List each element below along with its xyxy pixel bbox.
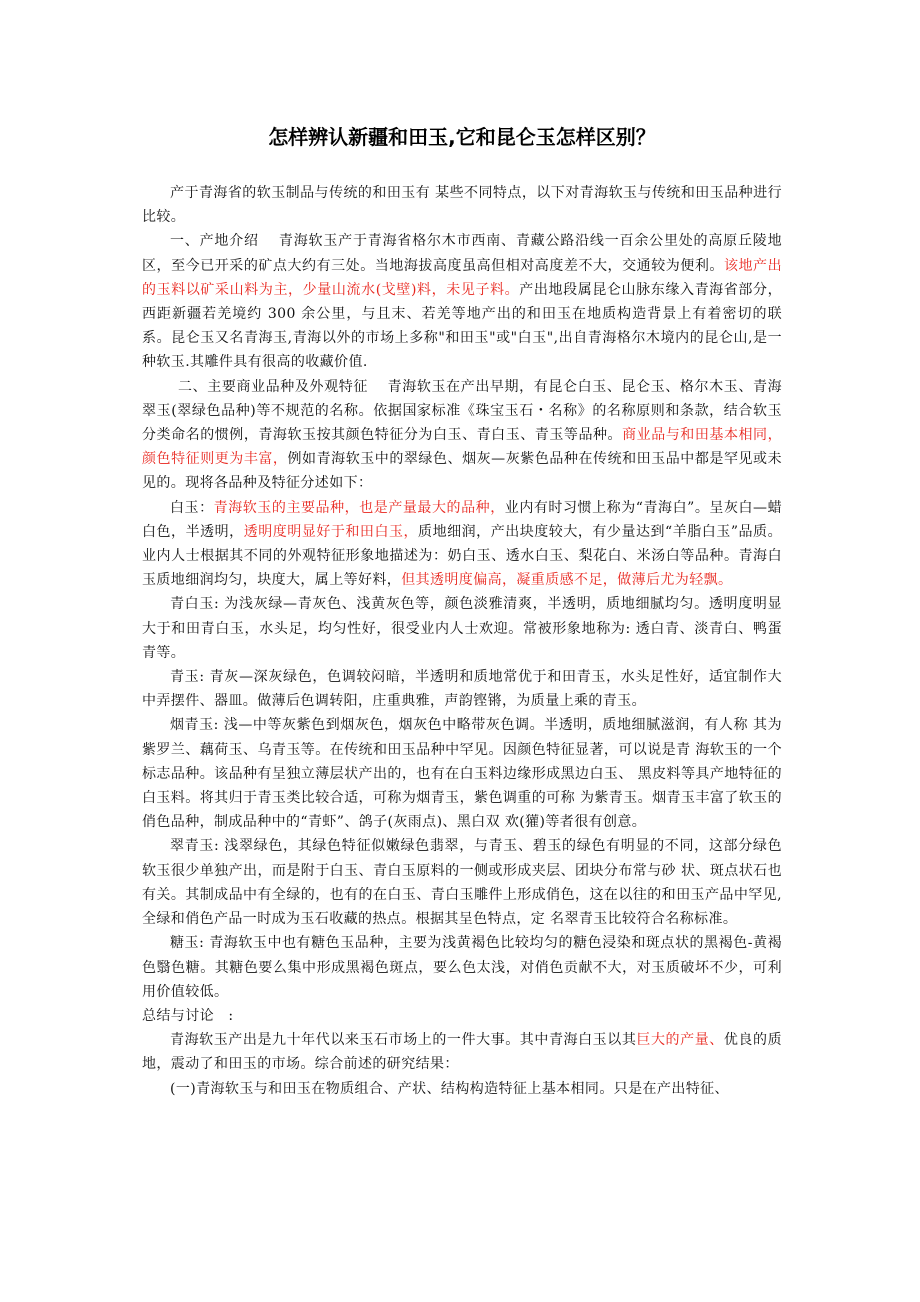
text-run: 业内有时习惯上称为“青海白”。呈灰白—蜡白色，半透明，	[142, 499, 783, 540]
page-title: 怎样辨认新疆和田玉,它和昆仑玉怎样区别？	[268, 125, 656, 149]
text-run: 青白玉: 为浅灰绿—青灰色、浅黄灰色等，颜色淡雅清爽，半透明，质地细腻均匀。透明度明显大于和田青白玉，水头足，均匀性好，很受业内人士欢迎。常被形象地称为: 透白青、淡青白、鸭蛋青等。	[142, 596, 782, 661]
text-run: 优良的质地，震动了和田玉的市场。综合前述的研究结果：	[142, 1032, 782, 1073]
text-run: 糖玉: 青海软玉中也有糖色玉品种，主要为浅黄褐色比较均匀的糖色浸染和斑点状的黑褐色-黄褐色翳色糖。其糖色要么集中形成黑褐色斑点，要么色太浅，对俏色贡献不大，对玉质破坏不少，可利用价值较低。	[142, 935, 782, 1000]
highlighted-text: 青海软玉的主要品种，也是产量最大的品种，	[213, 499, 505, 516]
text-run: 白玉：	[170, 499, 214, 516]
text-run: 产出地段属昆仑山脉东缘入青海省部分，西距新疆若羌境约 300 余公里，与且末、若羌等地产出的和田玉在地质构造背景上有着密切的联系。昆仑玉又名青海玉,青海以外的市场上多称"和田玉"或"白玉",出自青海格尔木境内的昆仑山,是一种软玉.其雕件具有很高的收藏价值.	[142, 281, 782, 371]
paragraph	[142, 592, 782, 665]
paragraph	[142, 1077, 782, 1101]
text-run: 例如青海软玉中的翠绿色、烟灰—灰紫色品种在传统和田玉品中都是罕见或未见的。现将各品种及特征分述如下：	[142, 451, 783, 492]
highlighted-text: 商业品与和田基本相同，颜色特征则更为丰富，	[142, 427, 782, 468]
text-run: 二、主要商业品种及外观特征 青海软玉在产出早期，有昆仑白玉、昆仑玉、格尔木玉、青海翠玉(翠绿色品种)等不规范的名称。依据国家标准《珠宝玉石・名称》的名称原则和条款，结合软玉分类命名的惯例，青海软玉按其颜色特征分为白玉、青白玉、青玉等品种。	[142, 378, 782, 444]
highlighted-text: 巨大的产量、	[636, 1032, 724, 1049]
text-run: 青海软玉产出是九十年代以来玉石市场上的一件大事。其中青海白玉以其	[170, 1032, 637, 1049]
paragraph	[142, 375, 782, 496]
paragraph	[142, 1028, 782, 1076]
text-run: (一)青海软玉与和田玉在物质组合、产状、结构构造特征上基本相同。只是在产出特征、	[170, 1080, 729, 1097]
highlighted-text: 该地产出的玉料以矿采山料为主，少量山流水(戈壁)料，未见子料。	[142, 257, 782, 298]
highlighted-text: 但其透明度偏高，凝重质感不足，做薄后尤为轻飘。	[401, 572, 733, 589]
text-run: 一、产地介绍 青海软玉产于青海省格尔木市西南、青藏公路沿线一百余公里处的高原丘陵地区，至今已开采的矿点大约有三处。当地海拔高度虽高但相对高度差不大，交通较为便利。	[142, 233, 782, 274]
text-run: 烟青玉: 浅—中等灰紫色到烟灰色，烟灰色中略带灰色调。半透明，质地细腻滋润，有人称 其为紫罗兰、藕荷玉、乌青玉等。在传统和田玉品种中罕见。因颜色特征显著，可以说是青 海软玉的一个标志品种。该品种有呈独立薄层状产出的，也有在白玉料边缘形成黑边白玉、 黑皮料等具产地特征的白玉料。将其归于青玉类比较合适，可称为烟青玉，紫色调重的可称 为紫青玉。烟青玉丰富了软玉的俏色品种，制成品种中的“青虾”、鸽子(灰雨点)、黑白双 欢(獾)等者很有创意。	[142, 717, 782, 831]
paragraph	[142, 496, 782, 593]
paragraph	[142, 834, 782, 931]
text-run: 总结与讨论 :	[142, 1007, 234, 1024]
paragraph	[142, 181, 782, 229]
paragraph	[142, 713, 782, 834]
document-body	[142, 181, 782, 1101]
text-run: 质地细润，产出块度较大，有少量达到“羊脂白玉”品质。业内人士根据其不同的外观特征形象地描述为：奶白玉、透水白玉、梨花白、米汤白等品种。青海白玉质地细润均匀，块度大，属上等好料，	[142, 523, 782, 589]
paragraph	[142, 665, 782, 713]
text-run: 翠青玉: 浅翠绿色，其绿色特征似嫩绿色翡翠，与青玉、碧玉的绿色有明显的不同，这部分绿色软玉很少单独产出，而是附于白玉、青白玉原料的一侧或形成夹层、团块分布常与砂 状、斑点状石也有关。其制成品中有全绿的，也有的在白玉、青白玉雕件上形成俏色，这在以往的和田玉产品中罕见,全绿和俏色产品一时成为玉石收藏的热点。根据其呈色特点，定 名翠青玉比较符合名称标准。	[142, 838, 782, 928]
paragraph	[142, 229, 782, 374]
text-run: 青玉: 青灰—深灰绿色，色调较闷暗，半透明和质地常优于和田青玉，水头足性好，适宜制作大中弄摆件、器皿。做薄后色调转阳，庄重典雅，声韵铿锵，为质量上乘的青玉。	[142, 669, 782, 710]
text-run: 产于青海省的软玉制品与传统的和田玉有 某些不同特点，以下对青海软玉与传统和田玉品种进行比较。	[142, 185, 782, 226]
highlighted-text: 透明度明显好于和田白玉，	[243, 523, 419, 540]
paragraph	[142, 931, 782, 1004]
paragraph	[142, 1004, 782, 1028]
